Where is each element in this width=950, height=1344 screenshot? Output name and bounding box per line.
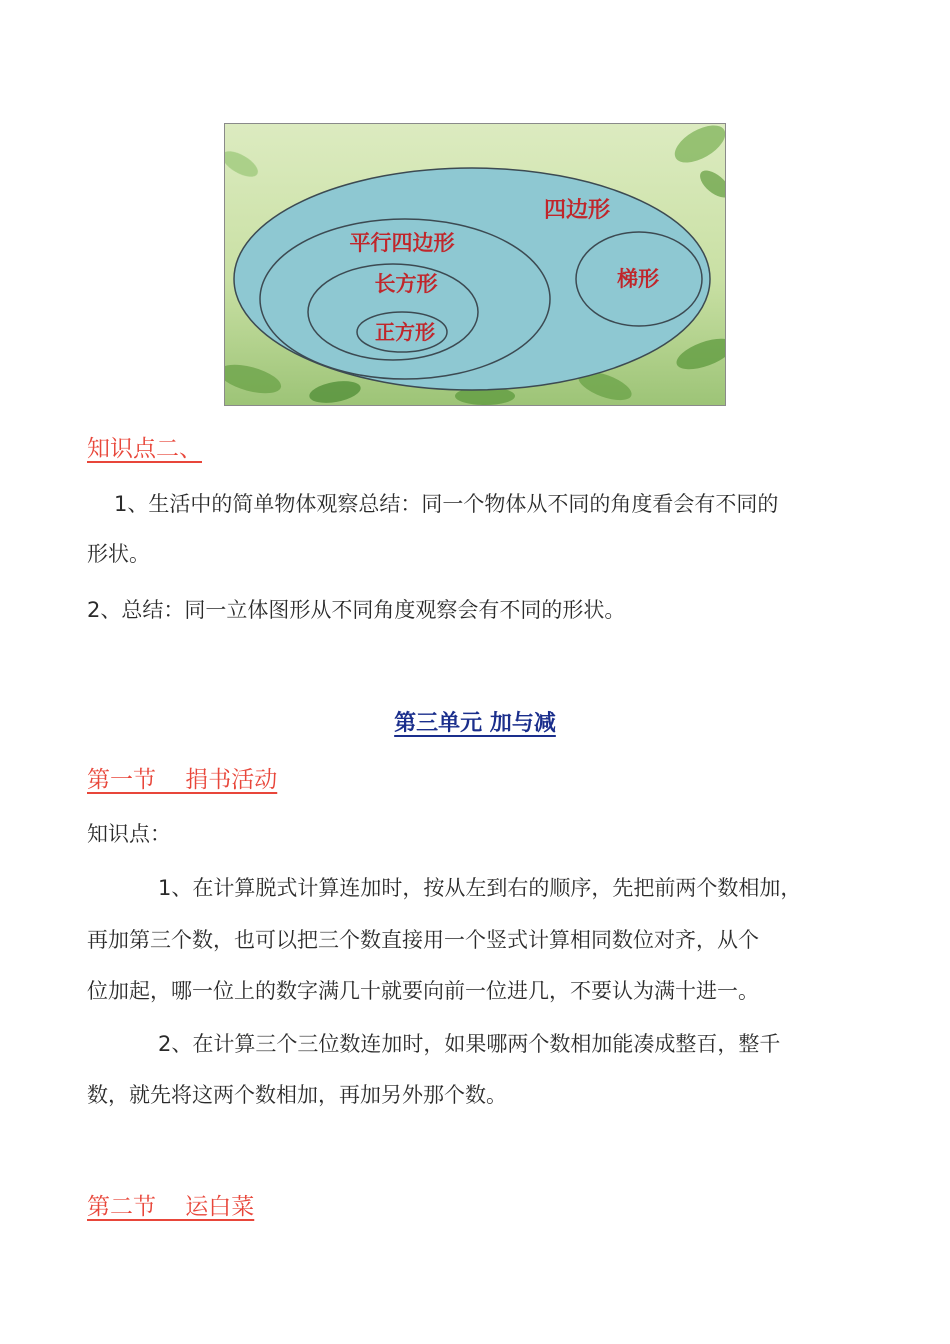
lesson2-heading: 第二节 运白菜 — [87, 1194, 255, 1220]
quadrilateral-label: 四边形 — [543, 198, 611, 223]
lesson1-p1-line3: 位加起，哪一位上的数字满几十就要向前一位进几，不要认为满十进一。 — [87, 979, 759, 1003]
lesson1-p1-line1: 1、在计算脱式计算连加时，按从左到右的顺序，先把前两个数相加， — [158, 876, 802, 900]
section2-p2: 2、总结：同一立体图形从不同角度观察会有不同的形状。 — [87, 598, 626, 622]
section2-p1-line2: 形状。 — [87, 542, 150, 566]
lesson1-heading: 第一节 捐书活动 — [87, 767, 278, 793]
lesson1-p1-line2: 再加第三个数，也可以把三个数直接用一个竖式计算相同数位对齐，从个 — [87, 928, 759, 952]
unit3-title: 第三单元 加与减 — [394, 711, 556, 736]
lesson1-knowledge-label: 知识点： — [87, 822, 171, 846]
quadrilateral-venn-diagram — [224, 123, 726, 406]
section2-p1-line1: 1、生活中的简单物体观察总结：同一个物体从不同的角度看会有不同的 — [114, 492, 779, 516]
parallelogram-label: 平行四边形 — [349, 231, 455, 255]
square-label: 正方形 — [375, 320, 435, 344]
lesson1-p2-line2: 数，就先将这两个数相加，再加另外那个数。 — [87, 1083, 507, 1107]
lesson1-p2-line1: 2、在计算三个三位数连加时，如果哪两个数相加能凑成整百，整千 — [158, 1032, 781, 1056]
venn-svg — [225, 124, 725, 405]
knowledge-point-2-heading: 知识点二、 — [87, 436, 202, 462]
rectangle-label: 长方形 — [374, 272, 438, 296]
trapezoid-label: 梯形 — [617, 267, 659, 291]
